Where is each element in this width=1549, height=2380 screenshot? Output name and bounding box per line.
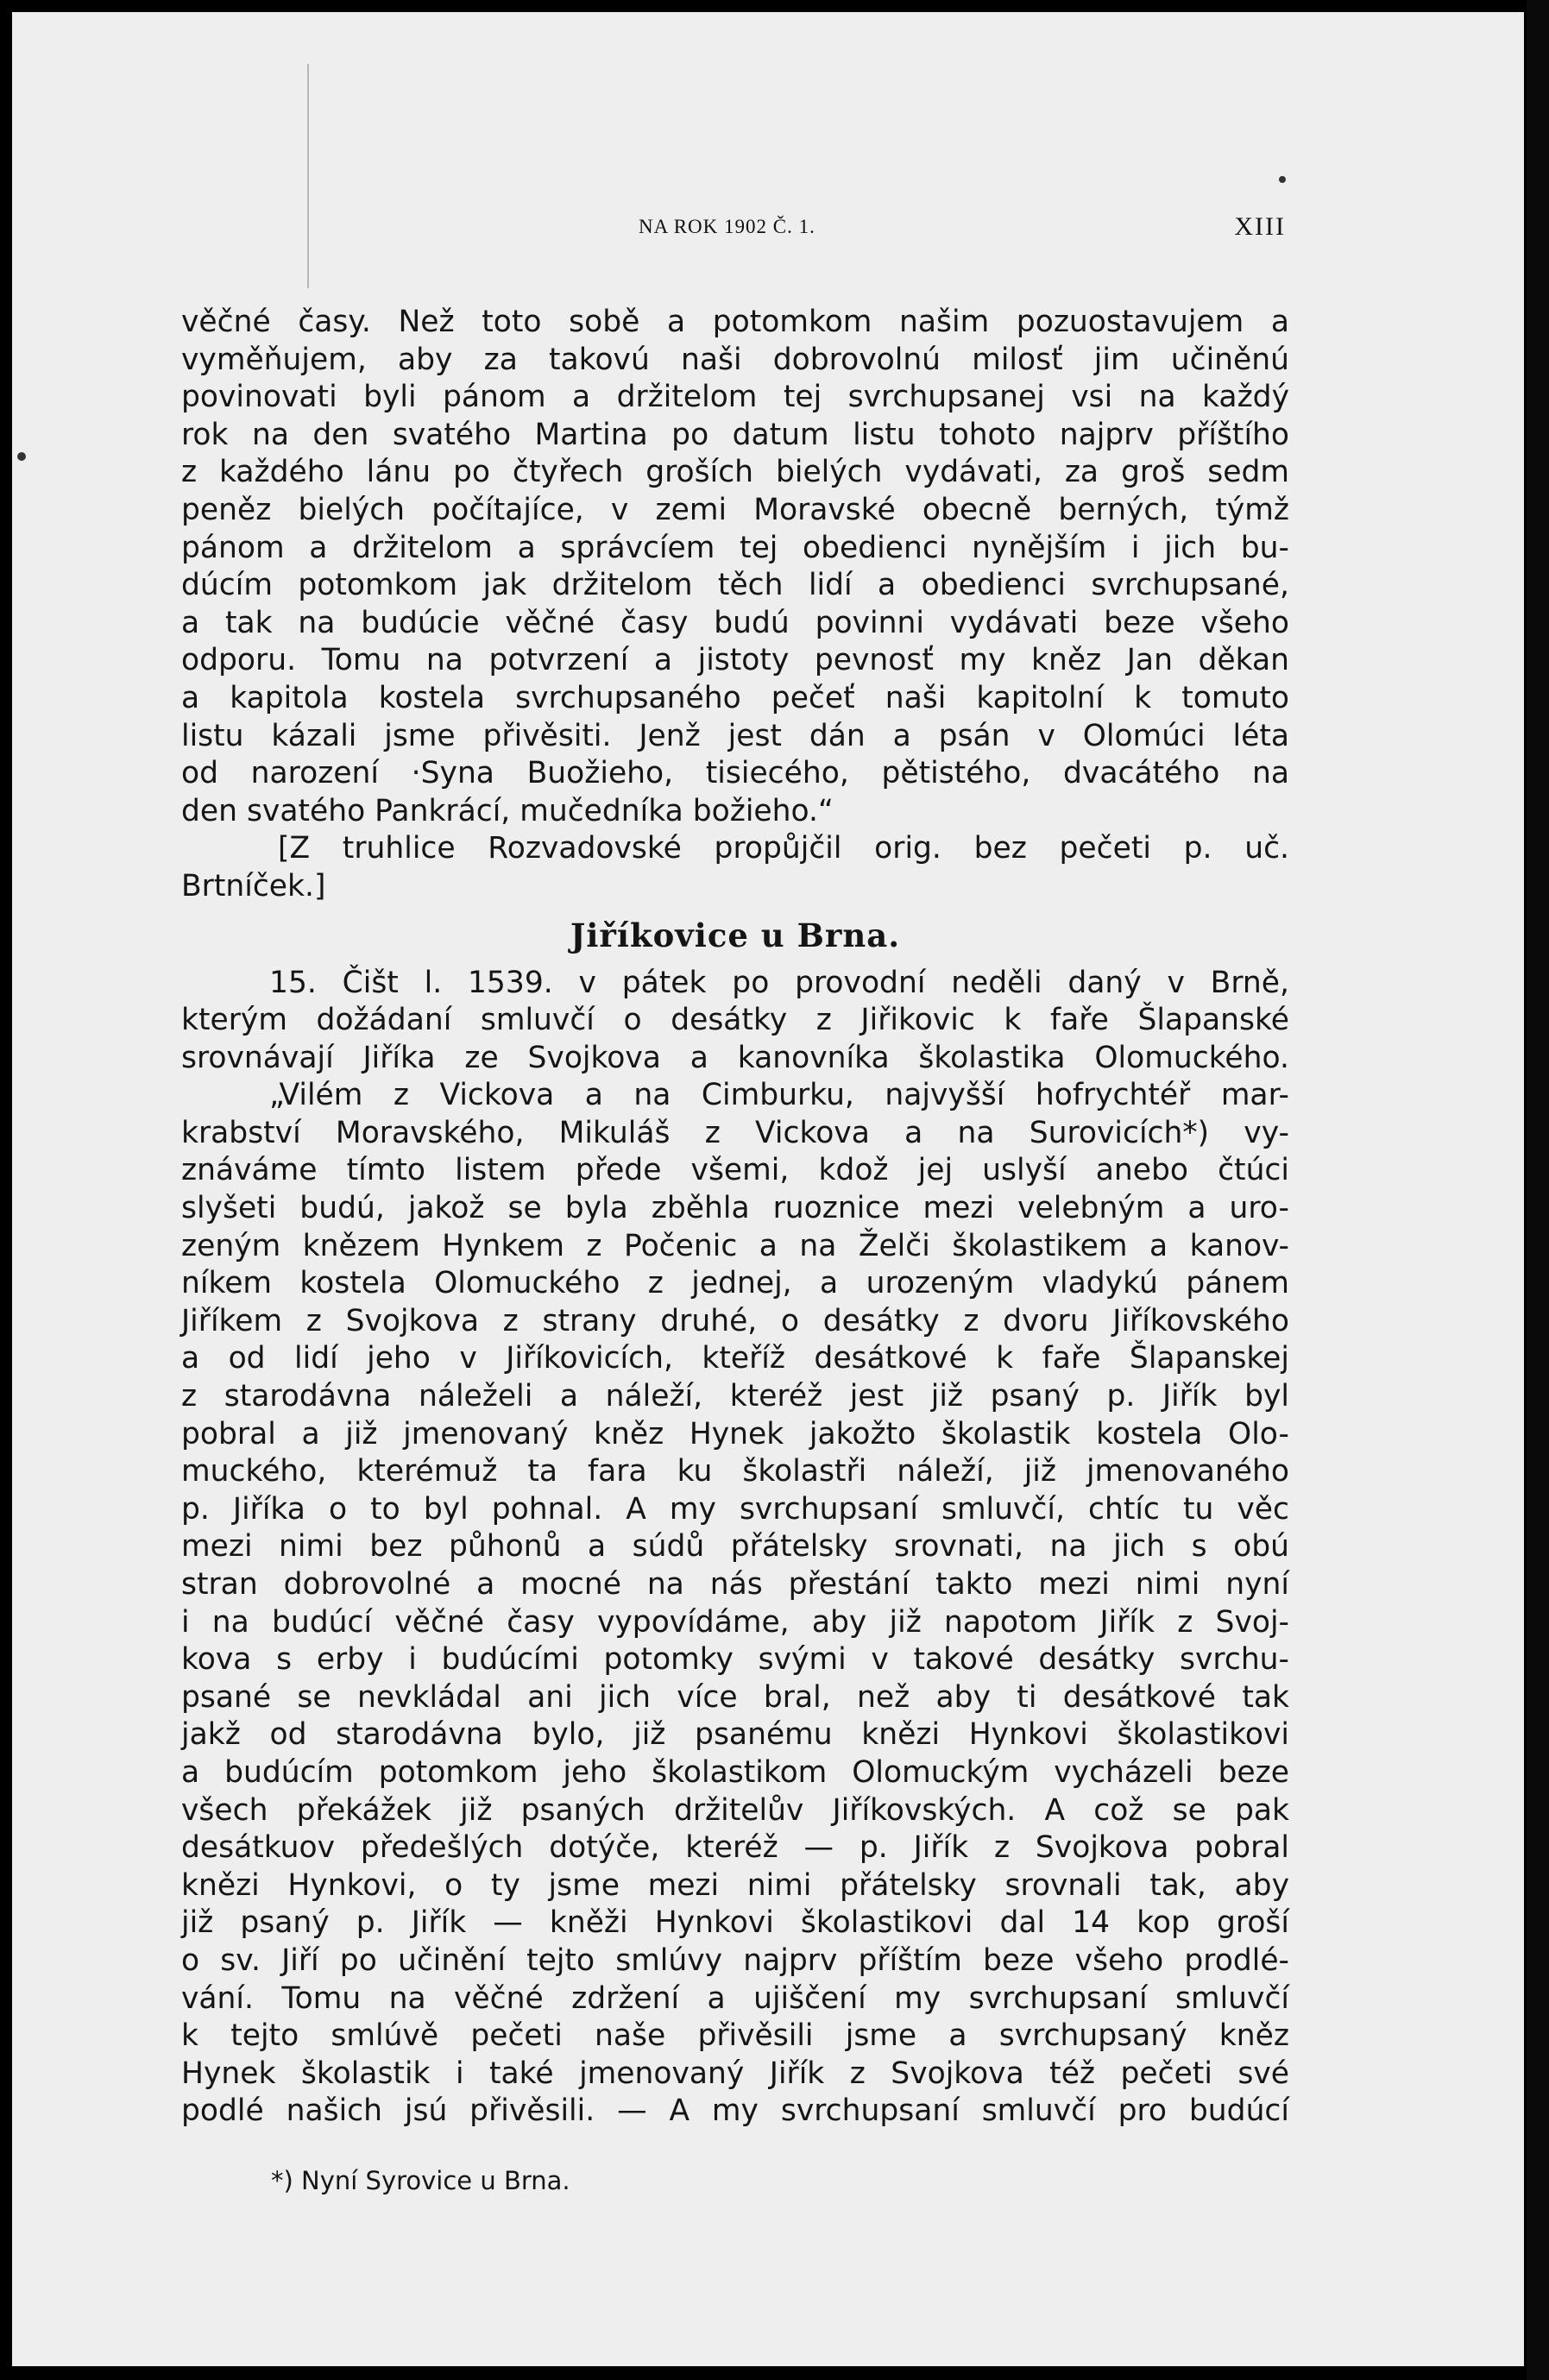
text-line: zeným knězem Hynkem z Počenic a na Želči školastikem a kanov-	[181, 1228, 1289, 1263]
text-line: níkem kostela Olomuckého z jednej, a urozeným vladykú pánem	[181, 1266, 1289, 1301]
text-line: stran dobrovolné a mocné na nás přestání takto mezi nimi nyní	[181, 1567, 1289, 1602]
scanned-page	[12, 12, 1524, 2366]
text-line: pobral a již jmenovaný kněz Hynek jakožto školastik kostela Olo-	[181, 1416, 1289, 1451]
margin-rule	[307, 64, 309, 288]
text-line: povinovati byli pánom a držitelom tej svrchupsanej vsi na každý	[181, 380, 1289, 415]
text-line: [Z truhlice Rozvadovské propůjčil orig. bez pečeti p. uč.	[278, 831, 1289, 866]
text-line: listu kázali jsme přivěsiti. Jenž jest dán a psán v Olomúci léta	[181, 718, 1289, 753]
text-line: vyměňujem, aby za takovú naši dobrovolnú milosť jim učiněnú	[181, 342, 1289, 377]
text-line: i na budúcí věčné časy vypovídáme, aby již napotom Jiřík z Svoj-	[181, 1604, 1289, 1640]
text-line: 15. Čišt l. 1539. v pátek po provodní neděli daný v Brně,	[269, 965, 1289, 1000]
text-line: kterým dožádaní smluvčí o desátky z Jiřikovic k faře Šlapanské	[181, 1003, 1289, 1038]
text-line: od narození ·Syna Buožieho, tisiecého, pětistého, dvacátého na	[181, 756, 1289, 791]
text-line: mezi nimi bez půhonů a súdů přátelsky srovnati, na jich s obú	[181, 1529, 1289, 1565]
body-text	[181, 304, 1289, 2131]
text-line: muckého, kterémuž ta fara ku školastři náleží, již jmenovaného	[181, 1454, 1289, 1489]
text-line: a od lidí jeho v Jiříkovicích, kteříž desátkové k faře Šlapanskej	[181, 1341, 1289, 1376]
text-line: z starodávna náleželi a náleží, kteréž jest již psaný p. Jiřík byl	[181, 1379, 1289, 1414]
text-line: Hynek školastik i také jmenovaný Jiřík z Svojkova též pečeti své	[181, 2056, 1289, 2091]
text-line: k tejto smlúvě pečeti naše přivěsili jsme a svrchupsaný kněz	[181, 2018, 1289, 2054]
source-note	[181, 830, 1289, 905]
text-line: kova s erby i budúcími potomky svými v takové desátky svrchu-	[181, 1642, 1289, 1678]
text-line: dúcím potomkom jak držitelom těch lidí a obedienci svrchupsané,	[181, 568, 1289, 603]
text-line: znáváme tímto listem přede všemi, kdož jej uslyší anebo čtúci	[181, 1153, 1289, 1188]
text-line: den svatého Pankrácí, mučedníka božieho.“	[181, 793, 834, 828]
scan-edge	[1527, 0, 1549, 2380]
text-line: a tak na budúcie věčné časy budú povinni vydávati beze všeho	[181, 605, 1289, 640]
text-line: a budúcím potomkom jeho školastikom Olomuckým vycházeli beze	[181, 1754, 1289, 1790]
text-line: p. Jiříka o to byl pohnal. A my svrchupsaní smluvčí, chtíc tu věc	[181, 1491, 1289, 1527]
text-line: pánom a držitelom a správcíem tej obedienci nynějším i jich bu-	[181, 530, 1289, 565]
text-line: již psaný p. Jiřík — kněži Hynkovi školastikovi dal 14 kop groší	[181, 1905, 1289, 1941]
text-line: z každého lánu po čtyřech groších bielých vydávati, za groš sedm	[181, 455, 1289, 490]
text-line: podlé našich jsú přivěsili. — A my svrchupsaní smluvčí pro budúcí	[181, 2094, 1289, 2129]
section-heading: Jiříkovice u Brna.	[570, 916, 901, 954]
text-line: odporu. Tomu na potvrzení a jistoty pevnosť my kněz Jan děkan	[181, 643, 1289, 678]
text-line: desátkuov předešlých dotýče, kteréž — p. Jiřík z Svojkova pobral	[181, 1830, 1289, 1866]
text-line: a kapitola kostela svrchupsaného pečeť naši kapitolní k tomuto	[181, 680, 1289, 715]
text-line: jakž od starodávna bylo, již psanému knězi Hynkovi školastikovi	[181, 1717, 1289, 1753]
running-head: NA ROK 1902 Č. 1.	[639, 216, 815, 237]
text-line: věčné časy. Než toto sobě a potomkom našim pozuostavujem a	[181, 305, 1289, 339]
ink-speck	[17, 452, 26, 461]
page-header	[181, 212, 1286, 250]
text-line: Brtníček.]	[181, 868, 326, 904]
footnote: *) Nyní Syrovice u Brna.	[271, 2166, 570, 2195]
text-line: psané se nevkládal ani jich více bral, než aby ti desátkové tak	[181, 1679, 1289, 1715]
text-line: vání. Tomu na věčné zdržení a ujiščení my svrchupsaní smluvčí	[181, 1980, 1289, 2016]
text-line: slyšeti budú, jakož se byla zběhla ruoznice mezi velebným a uro-	[181, 1191, 1289, 1226]
text-line: knězi Hynkovi, o ty jsme mezi nimi přátelsky srovnali tak, aby	[181, 1867, 1289, 1903]
text-line: peněz bielých počítajíce, v zemi Moravské obecně berných, týmž	[181, 492, 1289, 527]
text-line: všech překážek již psaných držitelův Jiříkovských. A což se pak	[181, 1792, 1289, 1828]
page-number: XIII	[1234, 212, 1286, 241]
entry-intro	[181, 965, 1289, 1078]
paragraph-1	[181, 304, 1289, 830]
text-line: „Vilém z Vickova a na Cimburku, najvyšší hofrychtéř mar-	[269, 1078, 1289, 1113]
text-line: rok na den svatého Martina po datum listu tohoto najprv příštího	[181, 417, 1289, 452]
text-line: Jiříkem z Svojkova z strany druhé, o desátky z dvoru Jiříkovského	[181, 1303, 1289, 1338]
text-line: srovnávají Jiříka ze Svojkova a kanovníka školastika Olomuckého.	[181, 1040, 1289, 1075]
charter-text	[181, 1077, 1289, 2131]
text-line: o sv. Jiří po učinění tejto smlúvy najprv příštím beze všeho prodlé-	[181, 1942, 1289, 1978]
text-line: krabství Moravského, Mikuláš z Vickova a na Surovicích*) vy-	[181, 1115, 1289, 1150]
ink-speck	[1279, 176, 1286, 183]
